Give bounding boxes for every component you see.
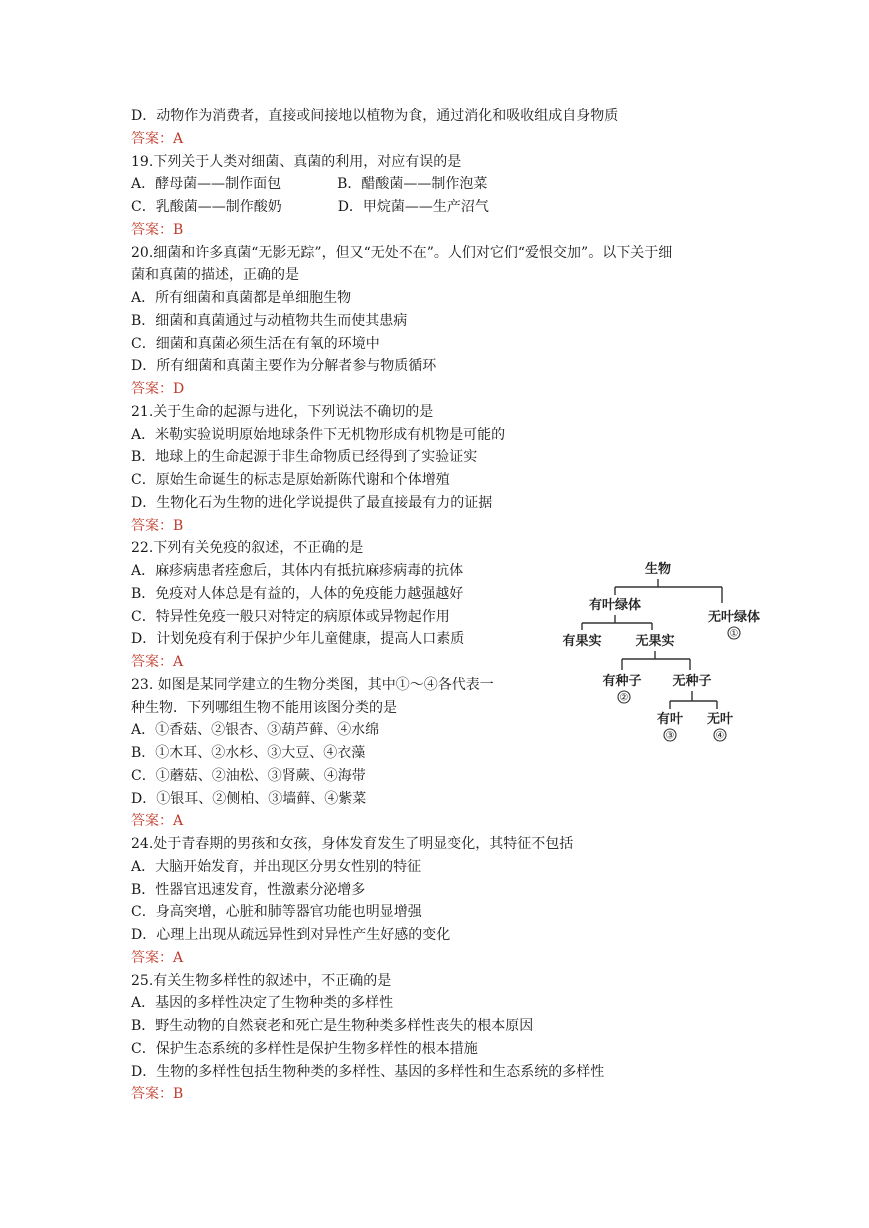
question-line: 25.有关生物多样性的叙述中，不正确的是 <box>131 972 392 989</box>
answer-line: 答案：A <box>131 949 184 966</box>
node-has-seed: 有种子 <box>602 674 642 689</box>
question-line: A．基因的多样性决定了生物种类的多样性 <box>131 995 394 1012</box>
node-no-chlorophyll: 无叶绿体 <box>707 610 761 625</box>
question-line: 23. 如图是某同学建立的生物分类图，其中①～④各代表一 <box>131 676 494 693</box>
answer-line: 答案：B <box>131 1086 184 1103</box>
question-line: C．细菌和真菌必须生活在有氧的环境中 <box>131 335 380 352</box>
label-3: ③ <box>665 730 675 742</box>
question-line: 22.下列有关免疫的叙述，不正确的是 <box>131 540 364 557</box>
question-line: D．生物的多样性包括生物种类的多样性、基因的多样性和生态系统的多样性 <box>131 1063 605 1080</box>
answer-line: 答案：A <box>131 130 184 147</box>
question-line: C．保护生态系统的多样性是保护生物多样性的根本措施 <box>131 1040 478 1057</box>
question-line: B．免疫对人体总是有益的，人体的免疫能力越强越好 <box>131 585 464 602</box>
answer-line: 答案：A <box>131 813 184 830</box>
question-line: D．动物作为消费者，直接或间接地以植物为食，通过消化和吸收组成自身物质 <box>131 108 619 124</box>
question-line: 20.细菌和许多真菌“无影无踪”，但又“无处不在”。人们对它们“爱恨交加”。以下关于细 <box>131 244 673 261</box>
answer-line: 答案：B <box>131 221 184 238</box>
question-line: A．米勒实验说明原始地球条件下无机物形成有机物是可能的 <box>131 426 506 443</box>
question-line: 21.关于生命的起源与进化，下列说法不确切的是 <box>131 403 434 420</box>
question-line: B．地球上的生命起源于非生命物质已经得到了实验证实 <box>131 449 478 466</box>
classification-tree-svg <box>560 555 770 760</box>
question-line: B．①木耳、②水杉、③大豆、④衣藻 <box>131 745 366 761</box>
question-line: B．性器官迅速发育，性激素分泌增多 <box>131 881 366 898</box>
node-has-chlorophyll: 有叶绿体 <box>588 598 642 613</box>
answer-line: 答案：D <box>131 381 185 397</box>
node-no-seed: 无种子 <box>672 674 712 689</box>
label-4: ④ <box>715 730 725 742</box>
question-line: D．心理上出现从疏远异性到对异性产生好感的变化 <box>131 927 451 943</box>
node-root: 生物 <box>644 562 672 577</box>
question-line: 种生物．下列哪组生物不能用该图分类的是 <box>131 699 397 716</box>
question-line: D．计划免疫有利于保护少年儿童健康，提高人口素质 <box>131 631 465 648</box>
answer-line: 答案：B <box>131 517 184 534</box>
question-line: 19.下列关于人类对细菌、真菌的利用，对应有误的是 <box>131 153 462 170</box>
question-line: A．大脑开始发育，并出现区分男女性别的特征 <box>131 858 422 875</box>
question-line: D．①银耳、②侧柏、③墙藓、④紫菜 <box>131 790 367 807</box>
question-line: A．所有细菌和真菌都是单细胞生物 <box>131 290 352 306</box>
node-no-fruit: 无果实 <box>635 634 675 649</box>
question-line: 24.处于青春期的男孩和女孩，身体发育发生了明显变化，其特征不包括 <box>131 836 574 852</box>
question-line: A．酵母菌——制作面包 B．醋酸菌——制作泡菜 <box>131 176 488 193</box>
question-line: B．野生动物的自然衰老和死亡是生物种类多样性丧失的根本原因 <box>131 1018 534 1034</box>
label-2: ② <box>619 692 629 704</box>
question-line: A．麻疹病患者痊愈后，其体内有抵抗麻疹病毒的抗体 <box>131 563 464 579</box>
question-line: C．①蘑菇、②油松、③肾蕨、④海带 <box>131 767 366 784</box>
node-has-fruit: 有果实 <box>562 634 602 649</box>
question-line: D．生物化石为生物的进化学说提供了最直接最有力的证据 <box>131 494 493 511</box>
question-line: C．乳酸菌——制作酸奶 D．甲烷菌——生产沼气 <box>131 199 489 215</box>
node-has-leaf: 有叶 <box>656 712 684 727</box>
question-line: D．所有细菌和真菌主要作为分解者参与物质循环 <box>131 358 437 375</box>
answer-line: 答案：A <box>131 654 184 670</box>
node-no-leaf: 无叶 <box>706 712 734 727</box>
question-line: C．身高突增，心脏和肺等器官功能也明显增强 <box>131 904 422 921</box>
question-line: C．特异性免疫一般只对特定的病原体或异物起作用 <box>131 608 450 625</box>
question-line: B．细菌和真菌通过与动植物共生而使其患病 <box>131 312 408 329</box>
label-1: ① <box>729 628 739 640</box>
question-line: C．原始生命诞生的标志是原始新陈代谢和个体增殖 <box>131 472 450 488</box>
question-line: A．①香菇、②银杏、③葫芦藓、④水绵 <box>131 722 380 739</box>
question-line: 菌和真菌的描述，正确的是 <box>131 267 299 284</box>
classification-diagram <box>560 555 770 760</box>
